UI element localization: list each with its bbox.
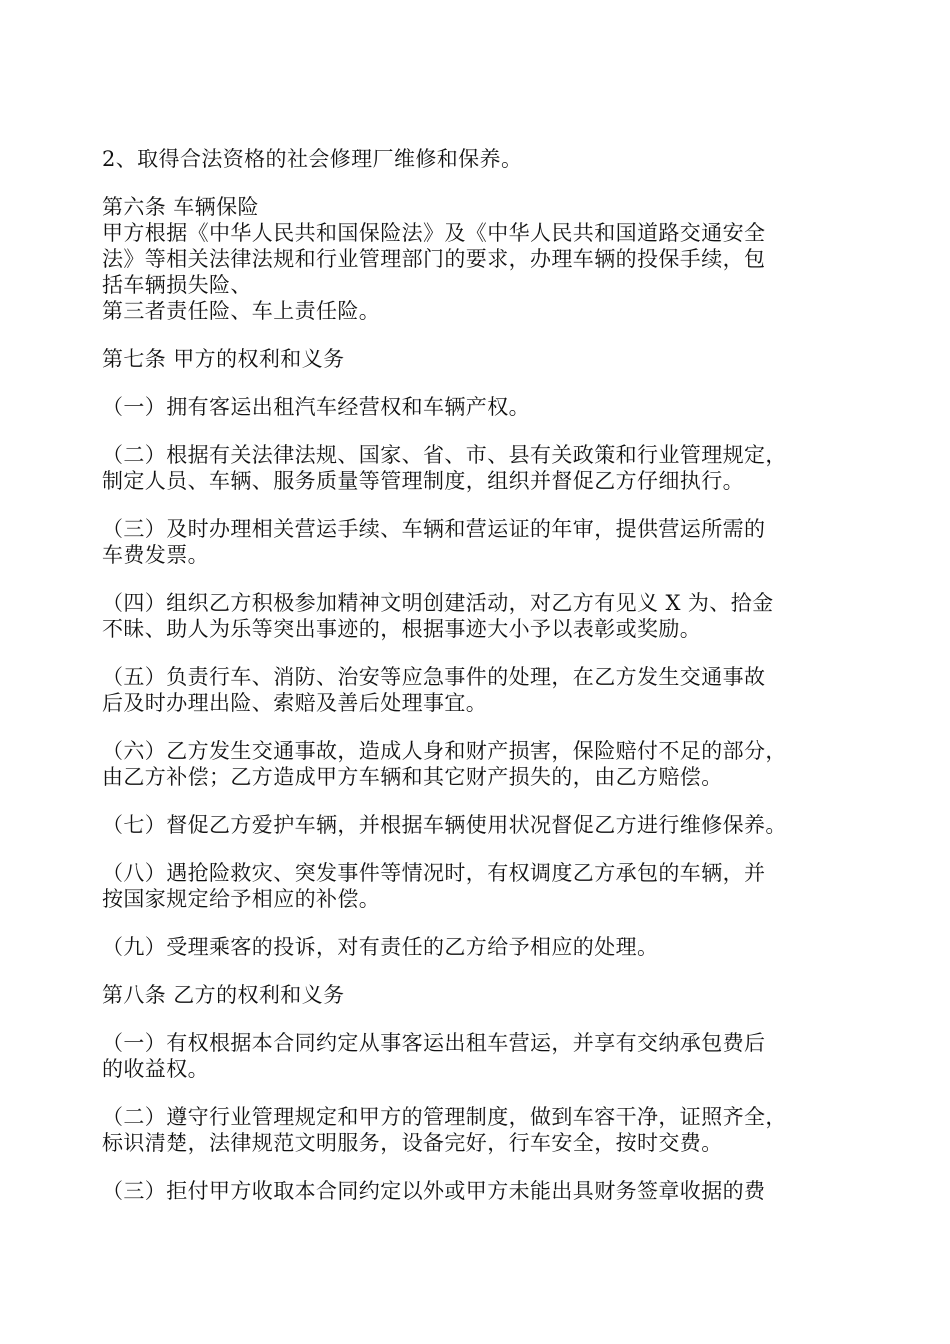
article-6	[102, 194, 872, 324]
text-line: 车费发票。	[102, 543, 209, 567]
text-line: 标识清楚，法律规范文明服务，设备完好，行车安全，按时交费。	[102, 1131, 723, 1155]
text-line: （四）组织乙方积极参加精神文明创建活动，对乙方有见义 X 为、拾金	[102, 591, 774, 615]
text-line: （一）拥有客运出租汽车经营权和车辆产权。	[102, 395, 530, 419]
article-heading: 第八条 乙方的权利和义务	[102, 983, 345, 1007]
text-line: 的收益权。	[102, 1057, 209, 1081]
text-line: 按国家规定给予相应的补偿。	[102, 887, 381, 911]
list-item	[102, 860, 872, 912]
list-item	[102, 738, 872, 790]
article-heading: 第六条 车辆保险	[102, 195, 259, 219]
text-line: （三）及时办理相关营运手续、车辆和营运证的年审，提供营运所需的	[102, 517, 766, 541]
text-line: 不昧、助人为乐等突出事迹的，根据事迹大小予以表彰或奖励。	[102, 617, 702, 641]
list-item	[102, 1178, 872, 1204]
list-item	[102, 394, 872, 420]
text-line: 后及时办理出险、索赔及善后处理事宜。	[102, 691, 488, 715]
text-line: （六）乙方发生交通事故，造成人身和财产损害，保险赔付不足的部分，	[102, 739, 787, 763]
article-8	[102, 982, 872, 1204]
text-line: （七）督促乙方爱护车辆，并根据车辆使用状况督促乙方进行维修保养。	[102, 813, 787, 837]
paragraph	[102, 146, 872, 172]
text-line: 制定人员、车辆、服务质量等管理制度，组织并督促乙方仔细执行。	[102, 469, 744, 493]
text-line: （二）遵守行业管理规定和甲方的管理制度，做到车容干净，证照齐全，	[102, 1105, 787, 1129]
document-body	[102, 146, 872, 1204]
text-line: （五）负责行车、消防、治安等应急事件的处理，在乙方发生交通事故	[102, 665, 766, 689]
article-7	[102, 346, 872, 960]
text-line: 2、取得合法资格的社会修理厂维修和保养。	[102, 147, 523, 171]
text-line: （九）受理乘客的投诉，对有责任的乙方给予相应的处理。	[102, 935, 659, 959]
text-line: （一）有权根据本合同约定从事客运出租车营运，并享有交纳承包费后	[102, 1031, 766, 1055]
text-line: 由乙方补偿；乙方造成甲方车辆和其它财产损失的，由乙方赔偿。	[102, 765, 723, 789]
list-item	[102, 590, 872, 642]
text-line: （三）拒付甲方收取本合同约定以外或甲方未能出具财务签章收据的费	[102, 1179, 766, 1203]
list-item	[102, 1104, 872, 1156]
list-item	[102, 934, 872, 960]
text-line: 第三者责任险、车上责任险。	[102, 299, 381, 323]
text-line: 甲方根据《中华人民共和国保险法》及《中华人民共和国道路交通安全	[102, 221, 766, 245]
text-line: 法》等相关法律法规和行业管理部门的要求，办理车辆的投保手续，包	[102, 247, 766, 271]
list-item	[102, 1030, 872, 1082]
text-line: 括车辆损失险、	[102, 273, 252, 297]
text-line: （二）根据有关法律法规、国家、省、市、县有关政策和行业管理规定，	[102, 443, 787, 467]
list-item	[102, 516, 872, 568]
list-item	[102, 442, 872, 494]
text-line: （八）遇抢险救灾、突发事件等情况时，有权调度乙方承包的车辆，并	[102, 861, 766, 885]
list-item	[102, 664, 872, 716]
article-heading: 第七条 甲方的权利和义务	[102, 347, 345, 371]
list-item	[102, 812, 872, 838]
